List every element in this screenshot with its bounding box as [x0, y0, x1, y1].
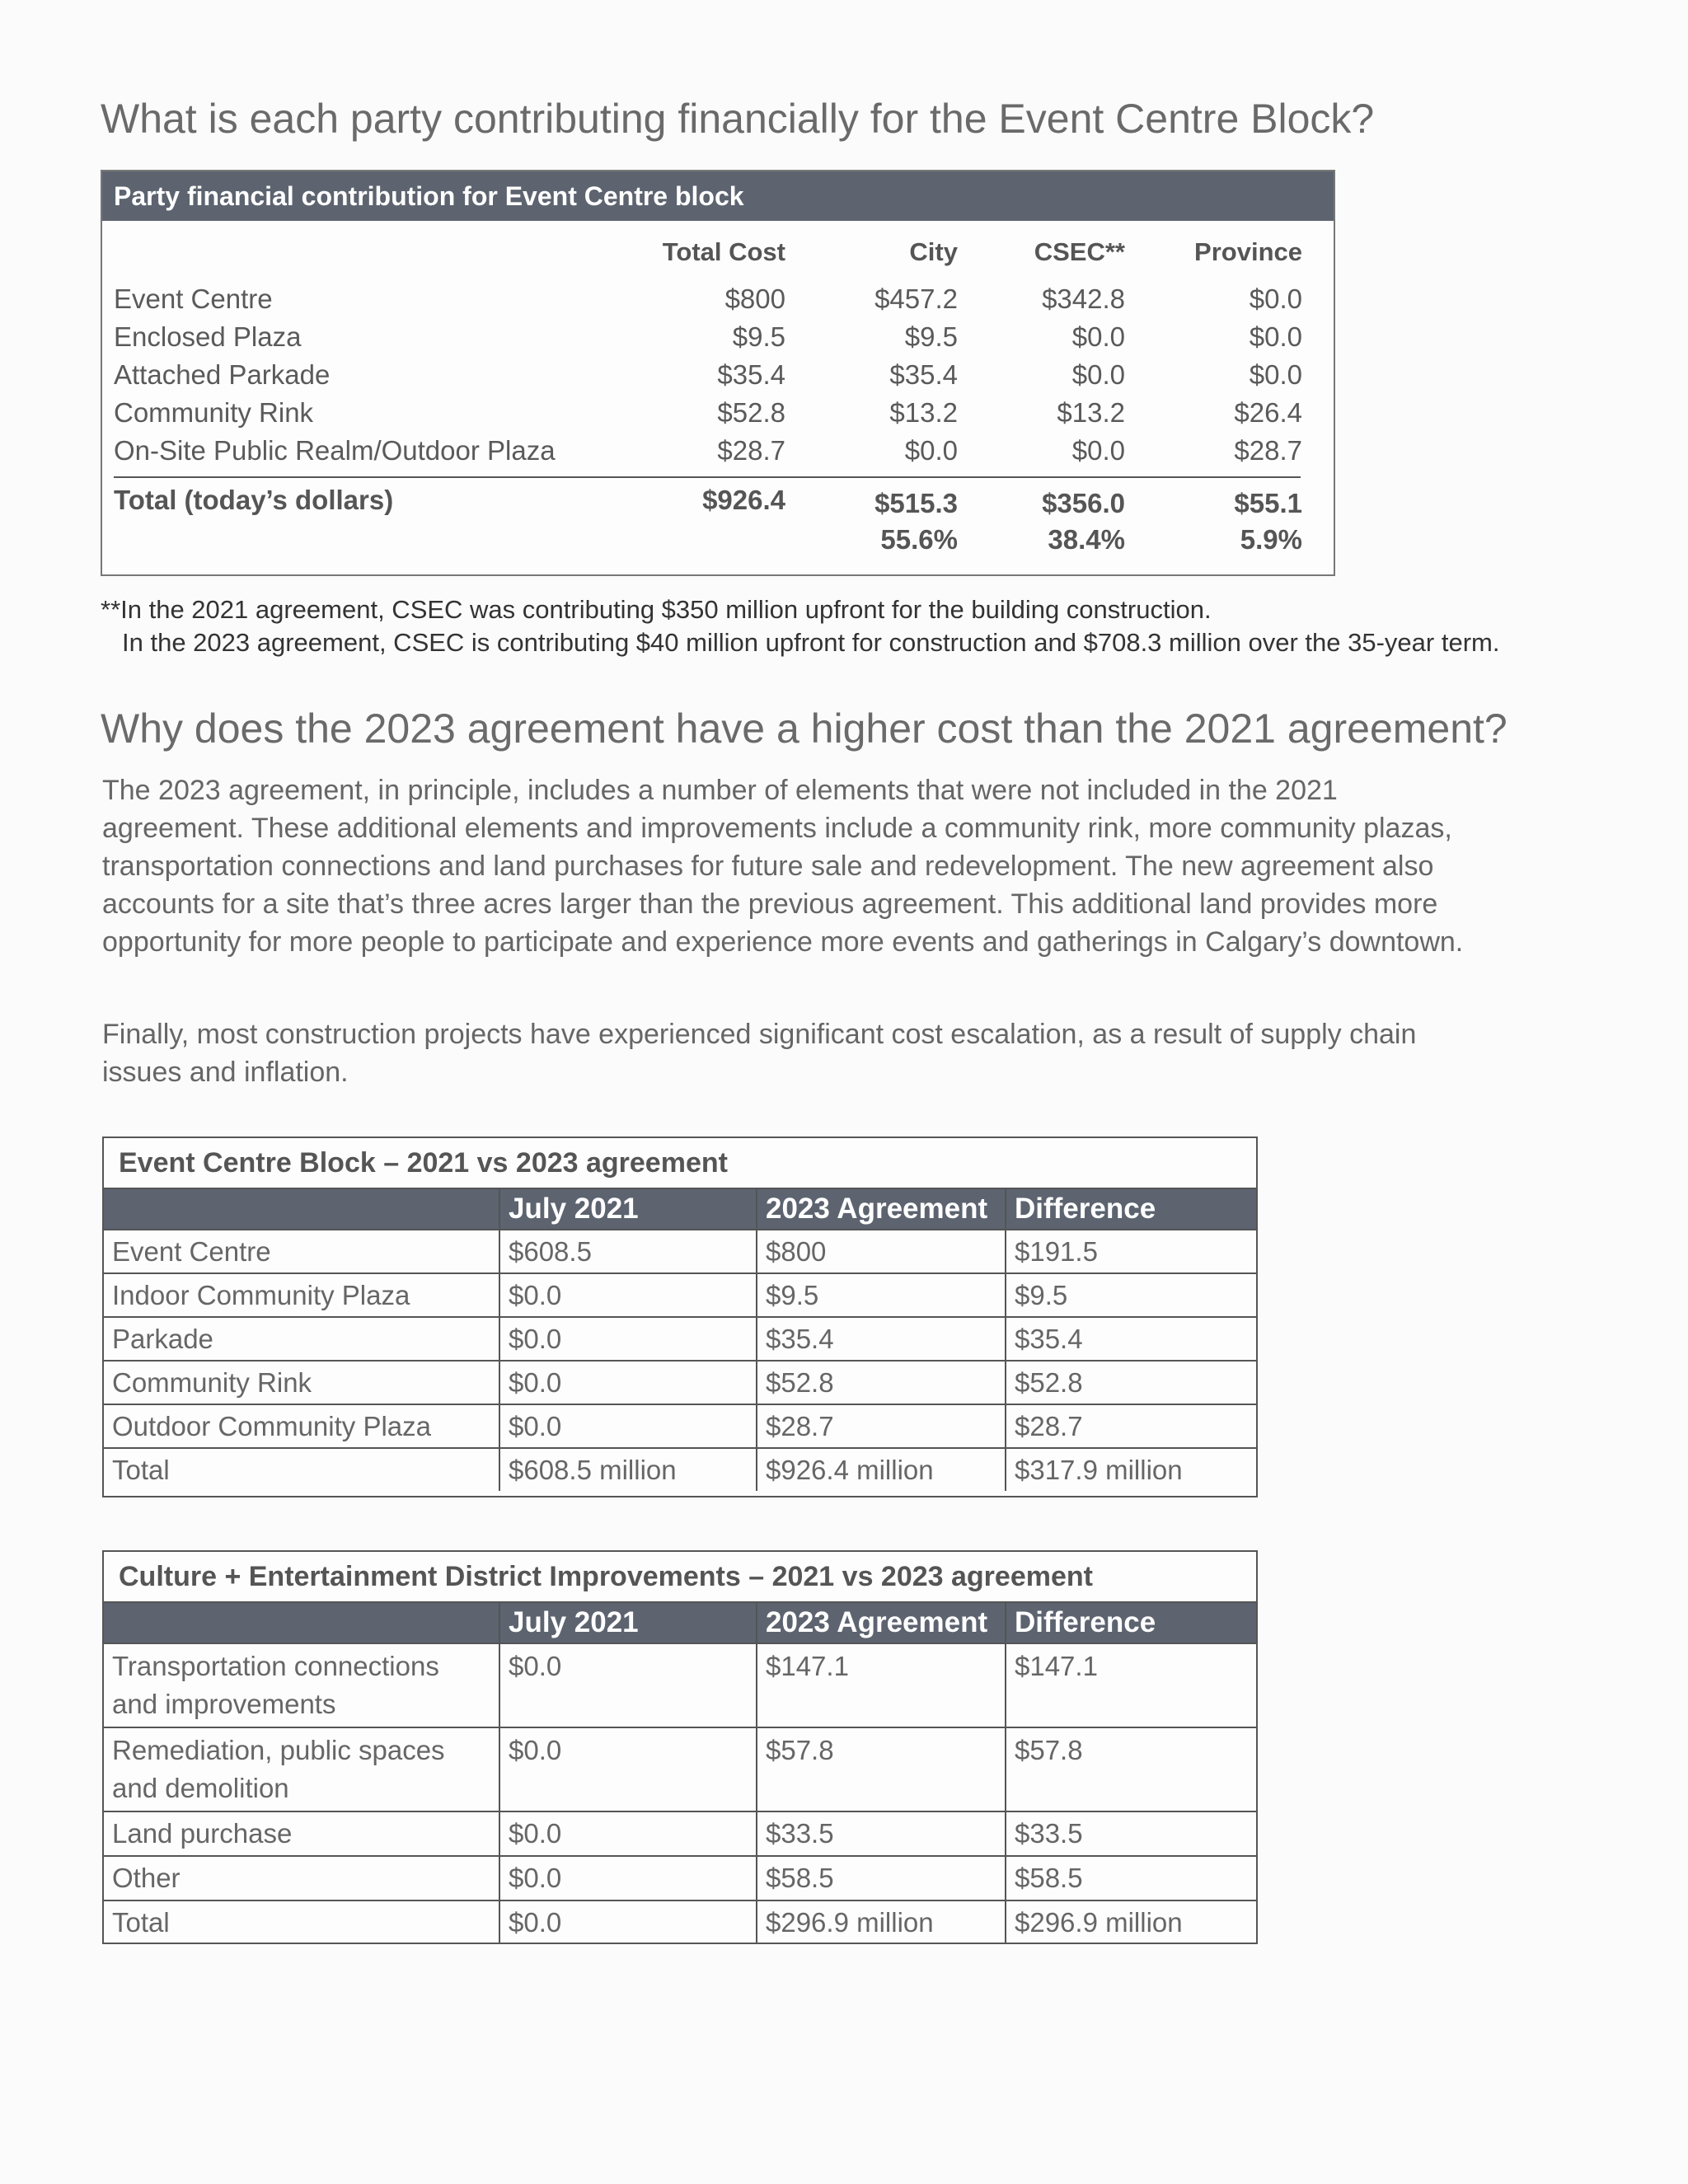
percent-province: 5.9% — [1240, 524, 1302, 555]
cell-city: $13.2 — [889, 397, 958, 428]
contribution-table — [101, 170, 1335, 576]
header-july-2021: July 2021 — [499, 1189, 757, 1230]
table-row — [104, 1404, 1256, 1448]
row-label: Other — [104, 1856, 499, 1900]
cell-difference: $191.5 — [1006, 1230, 1256, 1273]
total-divider — [114, 476, 1301, 478]
cell-2023: $35.4 — [757, 1317, 1006, 1361]
total-province-value: $55.1 — [1234, 488, 1302, 518]
cell-city: $35.4 — [889, 359, 958, 390]
cell-july-2021: $0.0 — [499, 1900, 757, 1944]
explanation-paragraph: The 2023 agreement, in principle, includes a number of elements that were not included in the 2021 agreement. These additional elements and improvements include a community rink, more community plazas, transportation connections and land purchases for future sale and redevelopment. The new agreement also accounts for a site that’s three acres larger than the previous agreement. This additional land provides more opportunity for more people to participate and experience more events and gatherings in Calgary’s downtown. — [102, 775, 1464, 958]
header-total-cost: Total Cost — [662, 237, 785, 266]
cell-difference: $28.7 — [1006, 1404, 1256, 1448]
header-csec: CSEC** — [1034, 237, 1125, 266]
cell-province: $0.0 — [1249, 321, 1302, 352]
table-row — [104, 1273, 1256, 1317]
row-label: Land purchase — [104, 1811, 499, 1856]
header-2023-agreement: 2023 Agreement — [757, 1603, 1006, 1643]
cell-2023: $28.7 — [757, 1404, 1006, 1448]
cell-difference: $57.8 — [1006, 1727, 1256, 1811]
district-improvements-table — [102, 1550, 1258, 1944]
table-title: Culture + Entertainment District Improvements – 2021 vs 2023 agreement — [104, 1552, 1256, 1603]
cell-difference: $317.9 million — [1006, 1448, 1256, 1491]
row-label: On-Site Public Realm/Outdoor Plaza — [114, 435, 556, 466]
total-row — [102, 485, 1334, 523]
header-province: Province — [1194, 237, 1302, 266]
cell-difference: $147.1 — [1006, 1643, 1256, 1727]
cell-csec: $0.0 — [1071, 321, 1125, 352]
cell-july-2021: $0.0 — [499, 1404, 757, 1448]
row-label: Total — [104, 1448, 499, 1491]
percent-row — [102, 524, 1334, 562]
header-blank — [104, 1189, 499, 1230]
total-csec-value: $356.0 — [1042, 488, 1125, 518]
cell-july-2021: $0.0 — [499, 1643, 757, 1727]
percent-city: 55.6% — [880, 524, 958, 555]
header-difference: Difference — [1006, 1603, 1256, 1643]
cell-2023: $58.5 — [757, 1856, 1006, 1900]
cell-difference: $296.9 million — [1006, 1900, 1256, 1944]
cell-province: $0.0 — [1249, 284, 1302, 314]
cell-july-2021: $608.5 — [499, 1230, 757, 1273]
table-row — [104, 1317, 1256, 1361]
row-label: Indoor Community Plaza — [104, 1273, 499, 1317]
total-city-value: $515.3 — [874, 488, 958, 518]
header-blank — [104, 1603, 499, 1643]
contribution-header-row — [102, 237, 1334, 275]
section-heading-cost-increase: Why does the 2023 agreement have a higher cost than the 2021 agreement? — [101, 705, 1507, 752]
cell-2023: $147.1 — [757, 1643, 1006, 1727]
table-row — [104, 1361, 1256, 1404]
total-label: Total (today’s dollars) — [114, 485, 394, 515]
cell-2023: $9.5 — [757, 1273, 1006, 1317]
cell-july-2021: $0.0 — [499, 1273, 757, 1317]
row-label: Community Rink — [114, 397, 314, 428]
header-row — [104, 1603, 1256, 1643]
row-label: Parkade — [104, 1317, 499, 1361]
cell-total: $35.4 — [717, 359, 785, 390]
footnote-line-2: In the 2023 agreement, CSEC is contributing $40 million upfront for construction and $708.3 million over the 35-year term. — [122, 628, 1500, 657]
table-title: Event Centre Block – 2021 vs 2023 agreement — [104, 1138, 1256, 1189]
total-cost-value: $926.4 — [702, 485, 785, 515]
header-city: City — [909, 237, 958, 266]
table-row — [102, 435, 1334, 473]
header-difference: Difference — [1006, 1189, 1256, 1230]
cell-city: $9.5 — [904, 321, 958, 352]
cell-difference: $58.5 — [1006, 1856, 1256, 1900]
table-row — [104, 1643, 1256, 1727]
cell-province: $26.4 — [1234, 397, 1302, 428]
total-row — [104, 1448, 1256, 1491]
cell-2023: $33.5 — [757, 1811, 1006, 1856]
escalation-paragraph: Finally, most construction projects have experienced significant cost escalation, as a result of supply chain issues and inflation. — [102, 1019, 1417, 1088]
cell-2023: $57.8 — [757, 1727, 1006, 1811]
row-label: Remediation, public spaces and demolition — [104, 1727, 499, 1811]
row-label: Attached Parkade — [114, 359, 331, 390]
header-july-2021: July 2021 — [499, 1603, 757, 1643]
total-row — [104, 1900, 1256, 1944]
table-row — [102, 284, 1334, 321]
cell-province: $0.0 — [1249, 359, 1302, 390]
row-label: Community Rink — [104, 1361, 499, 1404]
row-label: Total — [104, 1900, 499, 1944]
row-label: Outdoor Community Plaza — [104, 1404, 499, 1448]
contribution-table-caption: Party financial contribution for Event Centre block — [102, 171, 1334, 221]
cell-july-2021: $0.0 — [499, 1811, 757, 1856]
cell-difference: $52.8 — [1006, 1361, 1256, 1404]
cell-2023: $52.8 — [757, 1361, 1006, 1404]
table-row — [104, 1230, 1256, 1273]
table-row — [104, 1727, 1256, 1811]
row-label: Event Centre — [104, 1230, 499, 1273]
percent-csec: 38.4% — [1048, 524, 1125, 555]
footnote-line-1: **In the 2021 agreement, CSEC was contributing $350 million upfront for the building construction. — [101, 595, 1212, 624]
table-row — [102, 321, 1334, 359]
cell-total: $800 — [724, 284, 785, 314]
cell-2023: $296.9 million — [757, 1900, 1006, 1944]
cell-difference: $33.5 — [1006, 1811, 1256, 1856]
cell-july-2021: $608.5 million — [499, 1448, 757, 1491]
row-label: Enclosed Plaza — [114, 321, 302, 352]
table-row — [104, 1856, 1256, 1900]
cell-city: $0.0 — [904, 435, 958, 466]
cell-csec: $0.0 — [1071, 435, 1125, 466]
cell-csec: $0.0 — [1071, 359, 1125, 390]
table-row — [102, 397, 1334, 435]
cell-2023: $926.4 million — [757, 1448, 1006, 1491]
row-label: Transportation connections and improvements — [104, 1643, 499, 1727]
cell-difference: $9.5 — [1006, 1273, 1256, 1317]
cell-csec: $342.8 — [1042, 284, 1125, 314]
cell-total: $28.7 — [717, 435, 785, 466]
cell-july-2021: $0.0 — [499, 1727, 757, 1811]
cell-july-2021: $0.0 — [499, 1856, 757, 1900]
header-2023-agreement: 2023 Agreement — [757, 1189, 1006, 1230]
cell-total: $52.8 — [717, 397, 785, 428]
cell-province: $28.7 — [1234, 435, 1302, 466]
cell-difference: $35.4 — [1006, 1317, 1256, 1361]
section-heading-contributions: What is each party contributing financially for the Event Centre Block? — [101, 96, 1375, 142]
cell-csec: $13.2 — [1057, 397, 1125, 428]
row-label: Event Centre — [114, 284, 273, 314]
cell-july-2021: $0.0 — [499, 1361, 757, 1404]
cell-2023: $800 — [757, 1230, 1006, 1273]
table-row — [102, 359, 1334, 397]
header-row — [104, 1189, 1256, 1230]
cell-july-2021: $0.0 — [499, 1317, 757, 1361]
cell-city: $457.2 — [874, 284, 958, 314]
table-row — [104, 1811, 1256, 1856]
cell-total: $9.5 — [732, 321, 785, 352]
event-centre-block-table — [102, 1137, 1258, 1497]
